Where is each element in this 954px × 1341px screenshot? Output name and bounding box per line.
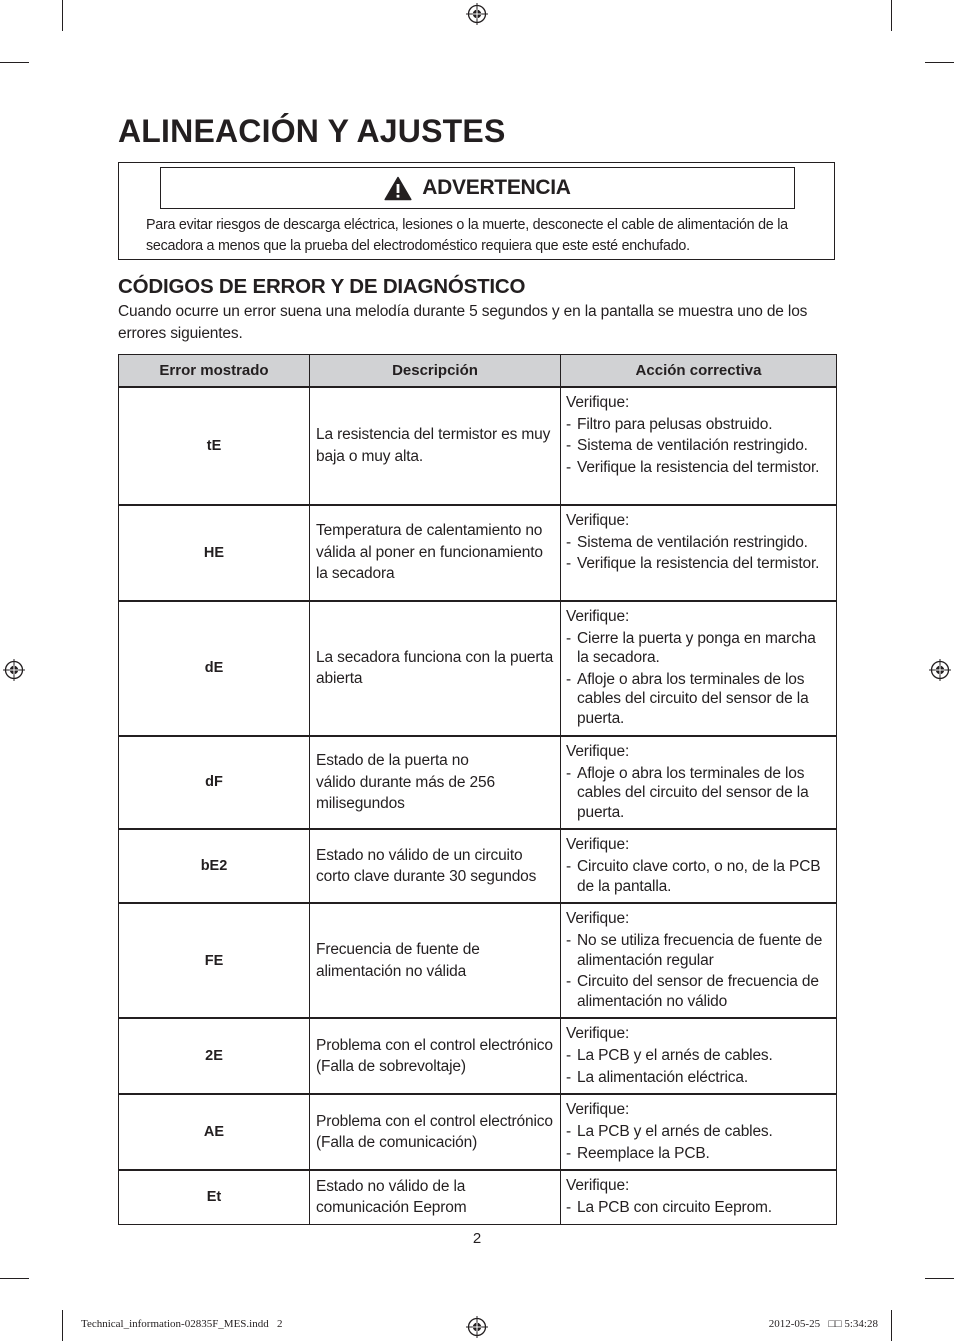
error-description: La resistencia del termistor es muy baja o muy alta. [316,426,551,465]
error-description: Estado no válido de un circuito corto clave durante 30 segundos [316,846,537,885]
crop-mark [891,1310,892,1341]
warning-header [160,167,795,209]
table-header-row [119,355,837,387]
action-lead: Verifique: [566,1177,630,1194]
error-description: Problema con el control electrónico (Falla de sobrevoltaje) [316,1036,553,1075]
action-list [566,931,831,1011]
table-row [119,903,837,1018]
action-lead: Verifique: [566,836,630,853]
registration-mark-icon [929,659,951,681]
column-header-error: Error mostrado [119,355,310,387]
action-item: - La alimentación eléctrica. [566,1068,831,1088]
table-row [119,505,837,601]
error-description: La secadora funciona con la puerta abierta [316,648,554,687]
table-row [119,1094,837,1170]
error-description: Estado de la puerta no válido durante más de 256 milisegundos [316,752,495,812]
crop-mark [62,1310,63,1341]
warning-triangle-icon [384,176,412,201]
column-header-action: Acción correctiva [561,355,837,387]
crop-mark [0,1278,29,1279]
action-item: - Verifique la resistencia del termistor. [566,458,831,478]
crop-mark [925,1278,954,1279]
action-item: - Sistema de ventilación restringido. [566,533,831,553]
action-lead: Verifique: [566,910,630,927]
action-lead: Verifique: [566,607,630,625]
table-row [119,829,837,903]
action-lead: Verifique: [566,1025,630,1042]
registration-mark-icon [3,659,25,681]
crop-mark [925,62,954,63]
error-code: dE [119,601,310,736]
footer-timestamp: 2012-05-25 □□ 5:34:28 [768,1318,878,1330]
error-description: Estado no válido de la comunicación Eeprom [316,1177,467,1217]
error-code: bE2 [119,829,310,903]
section-title: CÓDIGOS DE ERROR Y DE DIAGNÓSTICO [118,275,526,298]
registration-mark-icon [466,1316,488,1338]
action-item: - Verifique la resistencia del termistor. [566,554,831,574]
error-codes-table [118,354,837,1225]
action-list [566,1198,831,1218]
error-code: AE [119,1094,310,1170]
table-row [119,387,837,505]
warning-box [118,162,835,260]
column-header-description: Descripción [310,355,561,387]
warning-text: Para evitar riesgos de descarga eléctrica, lesiones o la muerte, desconecte el cable de alimentación de la secadora a menos que la prueba del electrodoméstico requiera que este esté enchufado. [146,217,788,254]
error-code: Et [119,1170,310,1224]
crop-mark [0,62,29,63]
action-list [566,533,831,574]
page-title: ALINEACIÓN Y AJUSTES [118,113,506,149]
action-item: - La PCB con circuito Eeprom. [566,1198,831,1218]
action-list [566,629,831,729]
action-item: - La PCB y el arnés de cables. [566,1046,831,1066]
action-item: - Afloje o abra los terminales de los cables del circuito del sensor de la puerta. [566,670,831,729]
action-item: - Sistema de ventilación restringido. [566,436,831,456]
registration-mark-icon [466,3,488,25]
action-item: - No se utiliza frecuencia de fuente de alimentación regular [566,931,831,970]
error-description: Temperatura de calentamiento no válida al poner en funcionamiento la secadora [316,522,543,583]
action-lead: Verifique: [566,393,630,411]
page-number: 2 [472,1230,482,1247]
error-description: Frecuencia de fuente de alimentación no válida [316,941,480,980]
footer-file-name: Technical_information-02835F_MES.indd 2 [81,1318,283,1330]
action-lead: Verifique: [566,511,630,529]
table-row [119,601,837,736]
action-list [566,764,831,823]
action-item: - La PCB y el arnés de cables. [566,1122,831,1142]
action-item: - Circuito clave corto, o no, de la PCB de la pantalla. [566,857,831,896]
error-code: dF [119,736,310,830]
action-item: - Afloje o abra los terminales de los cables del circuito del sensor de la puerta. [566,764,831,823]
section-intro: Cuando ocurre un error suena una melodía durante 5 segundos y en la pantalla se muestra uno de los errores siguientes. [118,303,808,342]
error-description: Problema con el control electrónico (Falla de comunicación) [316,1112,553,1151]
error-code: FE [119,903,310,1018]
action-item: - Filtro para pelusas obstruido. [566,415,831,435]
warning-label: ADVERTENCIA [422,176,571,199]
action-list [566,1046,831,1087]
error-code: 2E [119,1018,310,1094]
action-list [566,857,831,896]
action-list [566,415,831,478]
error-code: tE [119,387,310,505]
action-list [566,1122,831,1163]
crop-mark [62,0,63,31]
action-item: - Circuito del sensor de frecuencia de alimentación no válido [566,972,831,1011]
action-lead: Verifique: [566,1101,630,1118]
table-row [119,1018,837,1094]
action-lead: Verifique: [566,742,630,760]
error-code: HE [119,505,310,601]
crop-mark [891,0,892,31]
action-item: - Cierre la puerta y ponga en marcha la secadora. [566,629,831,668]
table-row [119,1170,837,1224]
table-row [119,736,837,830]
action-item: - Reemplace la PCB. [566,1144,831,1164]
